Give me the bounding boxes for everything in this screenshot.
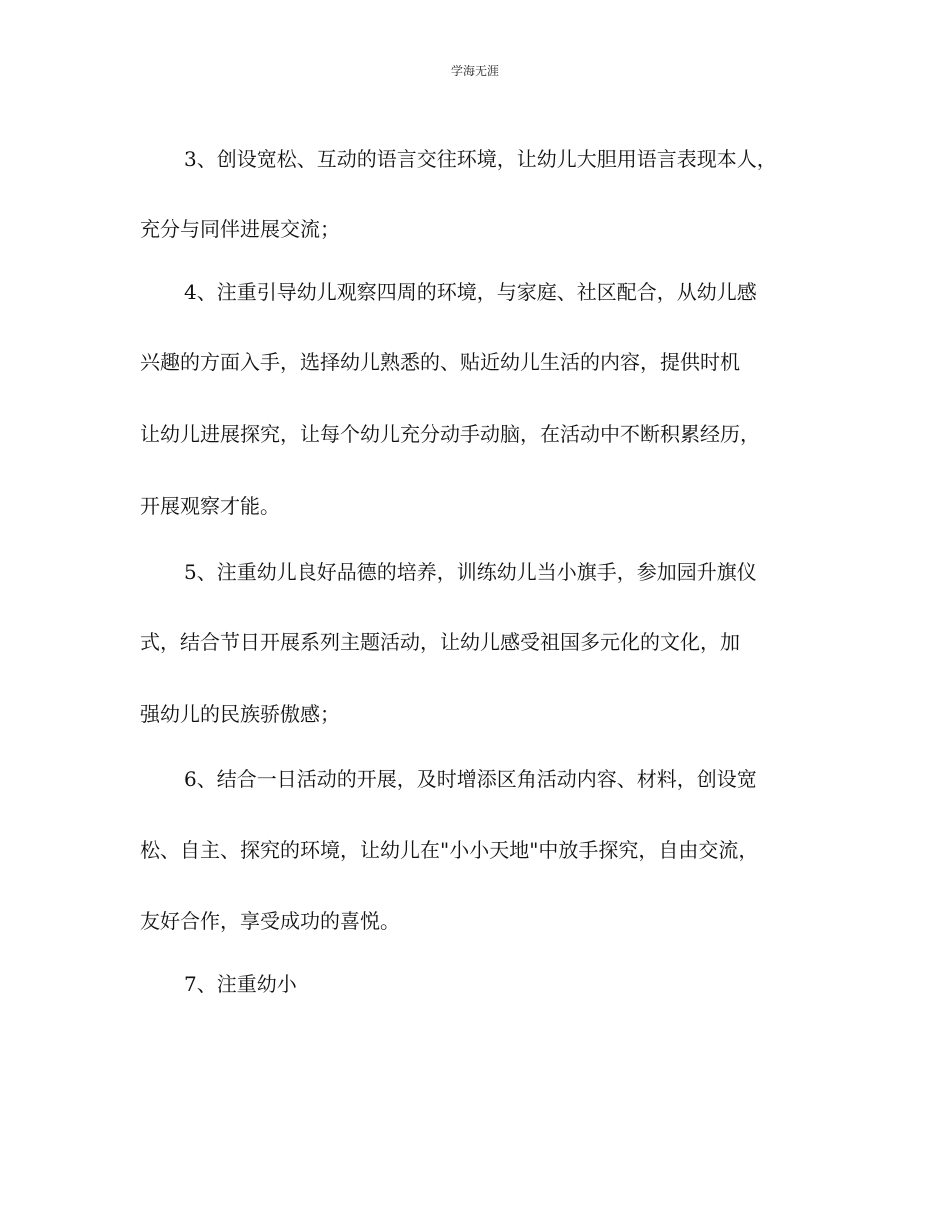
paragraph-3-line-1: 3、创设宽松、互动的语言交往环境，让幼儿大胆用语言表现本人，: [184, 147, 777, 171]
page-header: 学海无涯: [450, 64, 499, 78]
paragraph-4-line-1: 4、注重引导幼儿观察四周的环境，与家庭、社区配合，从幼儿感: [184, 280, 757, 304]
paragraph-5-line-2: 式，结合节日开展系列主题活动，让幼儿感受祖国多元化的文化，加: [140, 630, 740, 654]
paragraph-7-line-1: 7、注重幼小: [184, 972, 297, 996]
paragraph-6-line-2: 松、自主、探究的环境，让幼儿在"小小天地"中放手探究，自由交流，: [140, 838, 759, 862]
paragraph-4-line-3: 让幼儿进展探究，让每个幼儿充分动手动脑，在活动中不断积累经历，: [140, 422, 760, 446]
paragraph-5-line-3: 强幼儿的民族骄傲感；: [140, 702, 340, 726]
paragraph-6-line-1: 6、结合一日活动的开展，及时增添区角活动内容、材料，创设宽: [184, 767, 757, 791]
paragraph-6-line-3: 友好合作，享受成功的喜悦。: [140, 909, 400, 933]
paragraph-4-line-4: 开展观察才能。: [140, 494, 280, 518]
paragraph-5-line-1: 5、注重幼儿良好品德的培养，训练幼儿当小旗手，参加园升旗仪: [184, 560, 757, 584]
paragraph-4-line-2: 兴趣的方面入手，选择幼儿熟悉的、贴近幼儿生活的内容，提供时机: [140, 350, 740, 374]
paragraph-3-line-2: 充分与同伴进展交流；: [140, 217, 340, 241]
